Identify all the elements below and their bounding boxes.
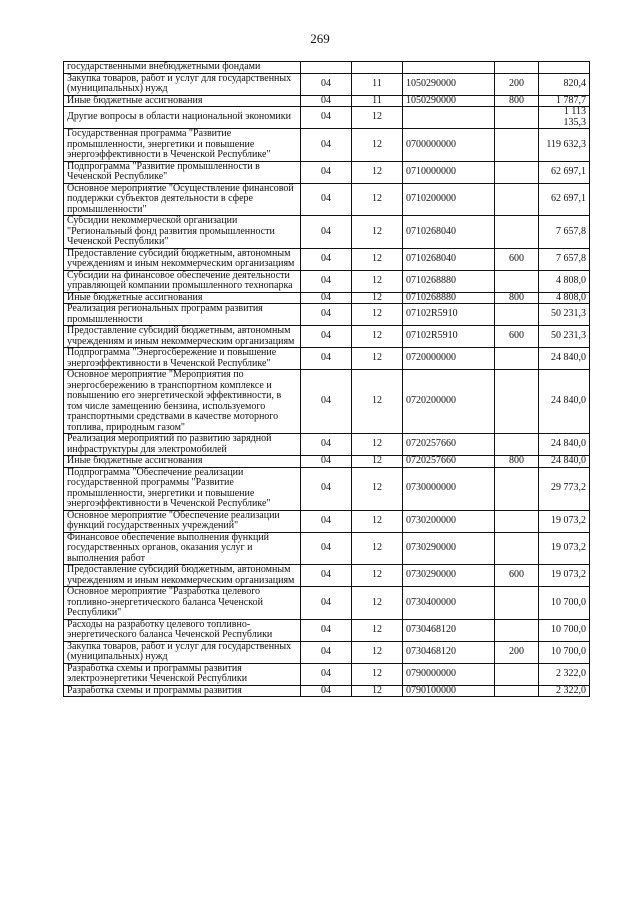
row-name-cell: Подпрограмма "Энергосбережение и повышение энергоэффективности в Чеченской Республике": [64, 348, 301, 370]
row-target-article-cell: 07102R5910: [403, 304, 495, 326]
row-expense-type-cell: 200: [495, 641, 539, 663]
row-amount-cell: 19 073,2: [539, 565, 590, 587]
row-subsection-cell: 12: [352, 248, 403, 270]
row-expense-type-cell: [495, 663, 539, 685]
row-amount-cell: 24 840,0: [539, 348, 590, 370]
table-row: [64, 456, 590, 468]
row-target-article-cell: 0790100000: [403, 685, 495, 697]
row-section-cell: 04: [301, 248, 352, 270]
row-name-cell: Предоставление субсидий бюджетным, автономным учреждениям и иным некоммерческим организациям: [64, 565, 301, 587]
row-target-article-cell: 0730468120: [403, 641, 495, 663]
table-row: [64, 248, 590, 270]
row-subsection-cell: 11: [352, 73, 403, 95]
row-target-article-cell: 0720257660: [403, 456, 495, 468]
table-row: [64, 565, 590, 587]
row-subsection-cell: 12: [352, 456, 403, 468]
table-row: [64, 73, 590, 95]
row-name-cell: Подпрограмма "Обеспечение реализации государственной программы "Развитие промышленности, энергетики и повышение энергоэффективности в Чеченской Республике": [64, 467, 301, 510]
row-amount-cell: 7 657,8: [539, 216, 590, 249]
table-row: [64, 685, 590, 697]
table-row: [64, 292, 590, 304]
row-expense-type-cell: [495, 216, 539, 249]
row-section-cell: 04: [301, 532, 352, 565]
row-name-cell: Разработка схемы и программы развития электроэнергетики Чеченской Республики: [64, 663, 301, 685]
row-amount-cell: 62 697,1: [539, 183, 590, 216]
row-subsection-cell: 12: [352, 510, 403, 532]
table-row: [64, 434, 590, 456]
row-amount-cell: 29 773,2: [539, 467, 590, 510]
row-amount-cell: 62 697,1: [539, 161, 590, 183]
row-name-cell: Государственная программа "Развитие промышленности, энергетики и повышение энергоэффективности в Чеченской Республике": [64, 129, 301, 162]
table-row: [64, 663, 590, 685]
row-expense-type-cell: 600: [495, 326, 539, 348]
table-row: [64, 587, 590, 620]
row-section-cell: 04: [301, 129, 352, 162]
row-subsection-cell: 12: [352, 304, 403, 326]
row-section-cell: 04: [301, 270, 352, 292]
row-name-cell: Иные бюджетные ассигнования: [64, 456, 301, 468]
row-subsection-cell: 12: [352, 565, 403, 587]
row-subsection-cell: 12: [352, 587, 403, 620]
table-row: [64, 216, 590, 249]
row-expense-type-cell: [495, 107, 539, 129]
row-target-article-cell: 0730200000: [403, 510, 495, 532]
row-target-article-cell: 1050290000: [403, 73, 495, 95]
row-expense-type-cell: [495, 183, 539, 216]
row-amount-cell: 24 840,0: [539, 434, 590, 456]
row-name-cell: Другие вопросы в области национальной экономики: [64, 107, 301, 129]
row-subsection-cell: 12: [352, 370, 403, 434]
row-name-cell: государственными внебюджетными фондами: [64, 62, 301, 74]
row-subsection-cell: 12: [352, 619, 403, 641]
row-section-cell: 04: [301, 510, 352, 532]
row-subsection-cell: 12: [352, 467, 403, 510]
row-name-cell: Подпрограмма "Развитие промышленности в Чеченской Республике": [64, 161, 301, 183]
row-target-article-cell: 0710000000: [403, 161, 495, 183]
row-section-cell: 04: [301, 587, 352, 620]
row-amount-cell: 10 700,0: [539, 619, 590, 641]
row-name-cell: Основное мероприятие "Обеспечение реализации функций государственных учреждений": [64, 510, 301, 532]
page-number: 269: [310, 31, 330, 46]
row-target-article-cell: 0710200000: [403, 183, 495, 216]
budget-table-body: [64, 62, 590, 697]
row-expense-type-cell: 600: [495, 565, 539, 587]
row-subsection-cell: 12: [352, 685, 403, 697]
row-subsection-cell: 12: [352, 641, 403, 663]
row-section-cell: 04: [301, 292, 352, 304]
table-row: [64, 510, 590, 532]
table-row: [64, 619, 590, 641]
row-target-article-cell: 0730000000: [403, 467, 495, 510]
row-amount-cell: [539, 62, 590, 74]
table-row: [64, 95, 590, 107]
row-section-cell: 04: [301, 663, 352, 685]
row-target-article-cell: 0730468120: [403, 619, 495, 641]
row-target-article-cell: 0710268880: [403, 270, 495, 292]
row-section-cell: 04: [301, 565, 352, 587]
row-target-article-cell: [403, 62, 495, 74]
row-target-article-cell: 0710268040: [403, 248, 495, 270]
row-name-cell: Основное мероприятие "Разработка целевого топливно-энергетического баланса Чеченской Республики": [64, 587, 301, 620]
row-subsection-cell: [352, 62, 403, 74]
row-amount-cell: 24 840,0: [539, 456, 590, 468]
row-amount-cell: 1 113 135,3: [539, 107, 590, 129]
row-expense-type-cell: [495, 532, 539, 565]
row-name-cell: Иные бюджетные ассигнования: [64, 95, 301, 107]
row-section-cell: 04: [301, 348, 352, 370]
row-target-article-cell: 0720000000: [403, 348, 495, 370]
row-target-article-cell: 0700000000: [403, 129, 495, 162]
row-name-cell: Предоставление субсидий бюджетным, автономным учреждениям и иным некоммерческим организациям: [64, 248, 301, 270]
budget-table: [63, 61, 590, 697]
row-name-cell: Основное мероприятие "Осуществление финансовой поддержки субъектов деятельности в сфере промышленности": [64, 183, 301, 216]
row-name-cell: Закупка товаров, работ и услуг для государственных (муниципальных) нужд: [64, 73, 301, 95]
row-expense-type-cell: [495, 467, 539, 510]
row-expense-type-cell: 800: [495, 456, 539, 468]
table-row: [64, 370, 590, 434]
row-expense-type-cell: [495, 62, 539, 74]
row-amount-cell: 2 322,0: [539, 663, 590, 685]
row-name-cell: Разработка схемы и программы развития: [64, 685, 301, 697]
row-expense-type-cell: [495, 370, 539, 434]
row-subsection-cell: 12: [352, 270, 403, 292]
row-subsection-cell: 12: [352, 129, 403, 162]
row-expense-type-cell: [495, 510, 539, 532]
table-row: [64, 467, 590, 510]
table-row: [64, 183, 590, 216]
row-subsection-cell: 11: [352, 95, 403, 107]
row-amount-cell: 7 657,8: [539, 248, 590, 270]
row-section-cell: [301, 62, 352, 74]
row-section-cell: 04: [301, 304, 352, 326]
row-section-cell: 04: [301, 326, 352, 348]
row-name-cell: Реализация мероприятий по развитию зарядной инфраструктуры для электромобилей: [64, 434, 301, 456]
row-expense-type-cell: [495, 161, 539, 183]
row-subsection-cell: 12: [352, 161, 403, 183]
table-row: [64, 129, 590, 162]
row-subsection-cell: 12: [352, 326, 403, 348]
row-target-article-cell: [403, 107, 495, 129]
row-name-cell: Иные бюджетные ассигнования: [64, 292, 301, 304]
row-target-article-cell: 0710268880: [403, 292, 495, 304]
row-target-article-cell: 0790000000: [403, 663, 495, 685]
row-expense-type-cell: 800: [495, 292, 539, 304]
row-section-cell: 04: [301, 95, 352, 107]
row-target-article-cell: 0710268040: [403, 216, 495, 249]
row-amount-cell: 19 073,2: [539, 510, 590, 532]
row-section-cell: 04: [301, 641, 352, 663]
row-section-cell: 04: [301, 456, 352, 468]
row-amount-cell: 50 231,3: [539, 326, 590, 348]
row-target-article-cell: 1050290000: [403, 95, 495, 107]
table-row: [64, 304, 590, 326]
row-section-cell: 04: [301, 685, 352, 697]
row-subsection-cell: 12: [352, 107, 403, 129]
row-expense-type-cell: [495, 685, 539, 697]
row-amount-cell: 19 073,2: [539, 532, 590, 565]
row-name-cell: Расходы на разработку целевого топливно-энергетического баланса Чеченской Республики: [64, 619, 301, 641]
row-name-cell: Субсидии на финансовое обеспечение деятельности управляющей компании промышленного технопарка: [64, 270, 301, 292]
row-name-cell: Основное мероприятие "Мероприятия по энергосбережению в транспортном комплексе и повышению его энергетической эффективности, в том числе замещению бензина, используемого транспортными средствами в качестве моторного топлива, природным газом": [64, 370, 301, 434]
row-amount-cell: 4 808,0: [539, 292, 590, 304]
row-amount-cell: 10 700,0: [539, 587, 590, 620]
table-row: [64, 348, 590, 370]
row-expense-type-cell: 800: [495, 95, 539, 107]
row-expense-type-cell: 200: [495, 73, 539, 95]
row-section-cell: 04: [301, 161, 352, 183]
row-name-cell: Реализация региональных программ развития промышленности: [64, 304, 301, 326]
row-subsection-cell: 12: [352, 348, 403, 370]
row-expense-type-cell: [495, 129, 539, 162]
row-section-cell: 04: [301, 370, 352, 434]
row-section-cell: 04: [301, 183, 352, 216]
table-row: [64, 326, 590, 348]
row-target-article-cell: 0720257660: [403, 434, 495, 456]
row-amount-cell: 24 840,0: [539, 370, 590, 434]
row-section-cell: 04: [301, 619, 352, 641]
row-subsection-cell: 12: [352, 663, 403, 685]
row-amount-cell: 2 322,0: [539, 685, 590, 697]
row-target-article-cell: 0730400000: [403, 587, 495, 620]
table-row: [64, 62, 590, 74]
row-amount-cell: 820,4: [539, 73, 590, 95]
row-expense-type-cell: [495, 619, 539, 641]
table-row: [64, 161, 590, 183]
row-section-cell: 04: [301, 467, 352, 510]
row-amount-cell: 4 808,0: [539, 270, 590, 292]
row-name-cell: Предоставление субсидий бюджетным, автономным учреждениям и иным некоммерческим организациям: [64, 326, 301, 348]
row-name-cell: Финансовое обеспечение выполнения функций государственных органов, оказания услуг и выполнения работ: [64, 532, 301, 565]
row-expense-type-cell: [495, 587, 539, 620]
row-name-cell: Закупка товаров, работ и услуг для государственных (муниципальных) нужд: [64, 641, 301, 663]
row-subsection-cell: 12: [352, 216, 403, 249]
row-target-article-cell: 07102R5910: [403, 326, 495, 348]
row-subsection-cell: 12: [352, 183, 403, 216]
row-section-cell: 04: [301, 434, 352, 456]
table-row: [64, 532, 590, 565]
row-name-cell: Субсидии некоммерческой организации "Региональный фонд развития промышленности Чеченской Республики": [64, 216, 301, 249]
row-amount-cell: 119 632,3: [539, 129, 590, 162]
row-expense-type-cell: 600: [495, 248, 539, 270]
row-subsection-cell: 12: [352, 434, 403, 456]
table-row: [64, 270, 590, 292]
row-target-article-cell: 0730290000: [403, 565, 495, 587]
row-section-cell: 04: [301, 107, 352, 129]
row-amount-cell: 1 787,7: [539, 95, 590, 107]
row-subsection-cell: 12: [352, 532, 403, 565]
row-expense-type-cell: [495, 348, 539, 370]
row-target-article-cell: 0730290000: [403, 532, 495, 565]
table-row: [64, 107, 590, 129]
row-target-article-cell: 0720200000: [403, 370, 495, 434]
row-section-cell: 04: [301, 73, 352, 95]
row-amount-cell: 50 231,3: [539, 304, 590, 326]
row-expense-type-cell: [495, 434, 539, 456]
row-subsection-cell: 12: [352, 292, 403, 304]
row-amount-cell: 10 700,0: [539, 641, 590, 663]
row-expense-type-cell: [495, 270, 539, 292]
table-row: [64, 641, 590, 663]
row-expense-type-cell: [495, 304, 539, 326]
row-section-cell: 04: [301, 216, 352, 249]
